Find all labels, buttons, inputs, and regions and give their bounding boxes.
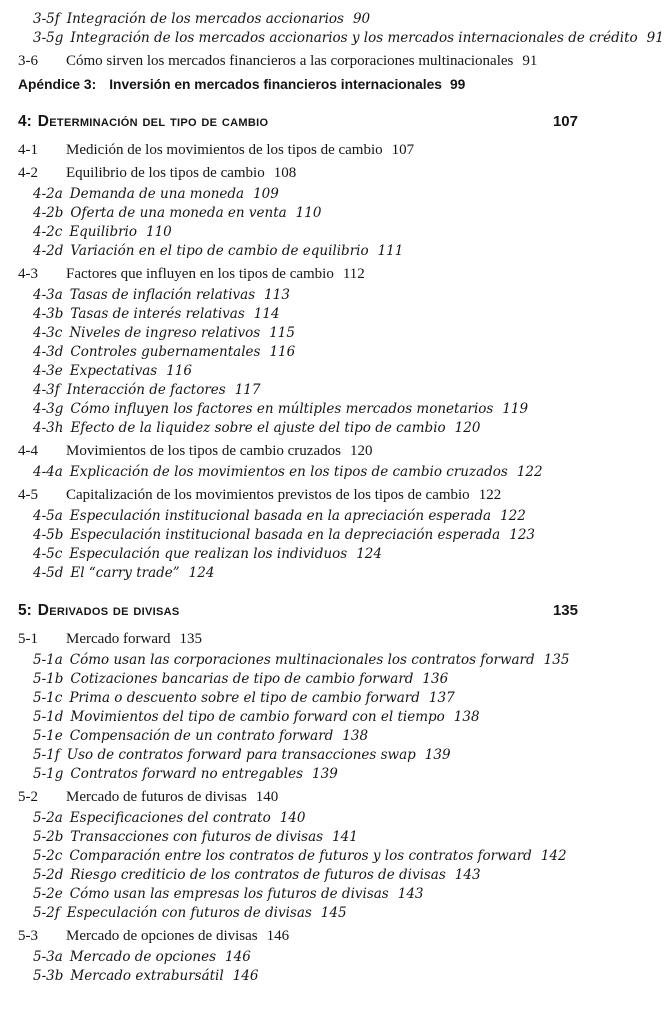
toc-entry [18, 630, 578, 649]
entry-title: Mercado forward [66, 631, 171, 647]
toc-entry [33, 343, 578, 362]
toc-entry [18, 164, 578, 183]
toc-entry [18, 52, 578, 71]
entry-title: Especificaciones del contrato [69, 810, 271, 826]
entry-page-number: 138 [453, 709, 480, 725]
entry-page-number: 99 [449, 77, 466, 92]
entry-number: 4-2c [33, 224, 63, 240]
entry-number: 4-5a [33, 508, 63, 524]
entry-number: 5-1c [33, 690, 63, 706]
entry-number: 5-1g [33, 766, 64, 782]
entry-title: Prima o descuento sobre el tipo de cambio forward [69, 690, 420, 706]
entry-page-number: 124 [188, 565, 215, 581]
entry-page-number: 142 [540, 848, 567, 864]
entry-title: Controles gubernamentales [70, 344, 261, 360]
toc-entry [33, 185, 578, 204]
entry-page-number: 122 [478, 487, 502, 503]
entry-number: 4-3c [33, 325, 63, 341]
toc-entry [33, 670, 578, 689]
entry-page-number: 120 [454, 420, 481, 436]
toc-entry [33, 463, 578, 482]
entry-page-number: 119 [502, 401, 529, 417]
entry-title: Compensación de un contrato forward [69, 728, 334, 744]
toc-entry [33, 204, 578, 223]
entry-number: 3-6 [18, 53, 38, 69]
toc-entry [33, 507, 578, 526]
entry-title: Mercado de opciones [69, 949, 217, 965]
entry-title: Especulación institucional basada en la apreciación esperada [69, 508, 492, 524]
entry-title: Medición de los movimientos de los tipos de cambio [66, 142, 383, 158]
toc-entry [18, 265, 578, 284]
entry-number: 3-5f [33, 11, 60, 27]
toc-entry [33, 10, 578, 29]
toc-entry [33, 223, 578, 242]
entry-title: Determinación del tipo de cambio [37, 113, 269, 130]
entry-page-number: 136 [422, 671, 449, 687]
toc-entry [33, 967, 578, 986]
toc-entry [33, 564, 578, 583]
entry-page-number: 110 [295, 205, 322, 221]
entry-title: Especulación que realizan los individuos [69, 546, 348, 562]
entry-number: 5: [18, 602, 32, 619]
entry-number: 5-3a [33, 949, 63, 965]
entry-number: 4: [18, 113, 32, 130]
entry-title: Movimientos del tipo de cambio forward con el tiempo [70, 709, 445, 725]
entry-number: 5-2a [33, 810, 63, 826]
entry-number: 4-2a [33, 186, 63, 202]
entry-title: Equilibrio de los tipos de cambio [66, 165, 265, 181]
toc-entry [18, 927, 578, 946]
toc-entry [33, 381, 578, 400]
entry-number: 5-1a [33, 652, 63, 668]
entry-page-number: 140 [279, 810, 306, 826]
toc-entry [33, 866, 578, 885]
entry-page-number: 146 [232, 968, 259, 984]
entry-page-number: 138 [342, 728, 369, 744]
entry-page-number: 135 [543, 652, 570, 668]
entry-title: Integración de los mercados accionarios y los mercados internacionales de crédito [70, 30, 638, 46]
entry-number: 5-1e [33, 728, 63, 744]
entry-page-number: 146 [266, 928, 290, 944]
entry-title: Expectativas [69, 363, 158, 379]
entry-number: 4-5c [33, 546, 63, 562]
entry-page-number: 116 [269, 344, 296, 360]
toc-entry [18, 141, 578, 160]
entry-title: Capitalización de los movimientos previstos de los tipos de cambio [66, 487, 470, 503]
toc-entry [33, 305, 578, 324]
entry-title: Transacciones con futuros de divisas [70, 829, 324, 845]
entry-page-number: 124 [356, 546, 382, 562]
toc-entry [18, 600, 578, 621]
entry-page-number: 139 [424, 747, 451, 763]
entry-page-number: 117 [234, 382, 261, 398]
toc-entry [33, 242, 578, 261]
entry-number: 4-3f [33, 382, 60, 398]
entry-page-number: 140 [255, 789, 279, 805]
entry-number: 4-3d [33, 344, 64, 360]
entry-number: 4-5d [33, 565, 64, 581]
entry-page-number: 113 [264, 287, 290, 303]
entry-number: 5-2e [33, 886, 63, 902]
entry-title: Mercado extrabursátil [70, 968, 224, 984]
entry-title: Contratos forward no entregables [70, 766, 304, 782]
entry-number: 4-3g [33, 401, 64, 417]
entry-number: 4-5b [33, 527, 64, 543]
entry-page-number: 139 [312, 766, 338, 782]
entry-title: Tasas de interés relativas [70, 306, 245, 322]
entry-page-number: 141 [332, 829, 358, 845]
entry-number: 4-3b [33, 306, 64, 322]
entry-page-number: 120 [349, 443, 373, 459]
entry-page-number: 146 [225, 949, 251, 965]
entry-title: Movimientos de los tipos de cambio cruzados [66, 443, 341, 459]
entry-number: 4-5 [18, 487, 38, 503]
entry-title: Uso de contratos forward para transacciones swap [66, 747, 416, 763]
entry-page-number: 115 [269, 325, 295, 341]
toc-entry [33, 847, 578, 866]
entry-number: 5-1f [33, 747, 60, 763]
entry-page-number: 112 [342, 266, 365, 282]
entry-title: Variación en el tipo de cambio de equilibrio [70, 243, 369, 259]
entry-title: Equilibrio [69, 224, 137, 240]
toc-entry [33, 324, 578, 343]
entry-number: 5-2f [33, 905, 60, 921]
toc-entry [18, 788, 578, 807]
entry-number: 5-1d [33, 709, 64, 725]
entry-number: 4-4a [33, 464, 63, 480]
toc-entry [18, 442, 578, 461]
entry-number: 3-5g [33, 30, 64, 46]
entry-page-number: 111 [377, 243, 404, 259]
entry-title: Mercado de opciones de divisas [66, 928, 258, 944]
toc-entry [33, 708, 578, 727]
entry-page-number: 123 [509, 527, 536, 543]
entry-page-number: 137 [428, 690, 455, 706]
entry-page-number: 110 [146, 224, 172, 240]
entry-title: Riesgo crediticio de los contratos de futuros de divisas [70, 867, 446, 883]
entry-title: Derivados de divisas [37, 602, 180, 619]
entry-title: Integración de los mercados accionarios [66, 11, 344, 27]
toc-entry [33, 948, 578, 967]
entry-title: Cómo sirven los mercados financieros a las corporaciones multinacionales [66, 53, 514, 69]
entry-number: 4-2b [33, 205, 64, 221]
entry-number: 4-3e [33, 363, 63, 379]
toc-entry [18, 486, 578, 505]
entry-number: 4-2 [18, 165, 38, 181]
entry-page-number: 143 [454, 867, 481, 883]
entry-title: Factores que influyen en los tipos de cambio [66, 266, 334, 282]
entry-page-number: 122 [516, 464, 543, 480]
toc-entry [18, 75, 578, 94]
entry-number: 5-3 [18, 928, 38, 944]
toc-entry [33, 727, 578, 746]
toc-entry [33, 29, 664, 48]
entry-title: Demanda de una moneda [69, 186, 245, 202]
toc-entry [33, 765, 578, 784]
entry-page-number: 91 [646, 30, 664, 46]
entry-title: Tasas de inflación relativas [69, 287, 256, 303]
entry-page-number: 114 [253, 306, 280, 322]
toc-list [18, 10, 664, 986]
toc-entry [33, 545, 578, 564]
toc-entry [33, 828, 578, 847]
entry-number: 4-1 [18, 142, 38, 158]
toc-entry [33, 286, 578, 305]
entry-title: Cotizaciones bancarias de tipo de cambio forward [70, 671, 414, 687]
entry-number: 4-2d [33, 243, 64, 259]
entry-page-number: 145 [320, 905, 347, 921]
toc-entry [33, 400, 578, 419]
entry-title: Efecto de la liquidez sobre el ajuste del tipo de cambio [70, 420, 446, 436]
entry-title: Especulación con futuros de divisas [66, 905, 312, 921]
toc-entry [33, 885, 578, 904]
entry-title: Niveles de ingreso relativos [69, 325, 261, 341]
entry-page-number: 116 [166, 363, 192, 379]
entry-number: 5-1 [18, 631, 38, 647]
entry-title: Cómo influyen los factores en múltiples mercados monetarios [70, 401, 494, 417]
entry-number: 4-3h [33, 420, 64, 436]
entry-title: Cómo usan las empresas los futuros de divisas [69, 886, 389, 902]
entry-number: 5-2c [33, 848, 63, 864]
entry-title: Explicación de los movimientos en los tipos de cambio cruzados [69, 464, 508, 480]
entry-page-number: 91 [522, 53, 538, 69]
entry-page-number: 122 [500, 508, 526, 524]
entry-title: Especulación institucional basada en la depreciación esperada [70, 527, 501, 543]
entry-page-number: 90 [352, 11, 371, 27]
toc-entry [33, 809, 578, 828]
entry-number: 5-2 [18, 789, 38, 805]
entry-page-number: 109 [253, 186, 279, 202]
entry-title: El “carry trade” [70, 565, 180, 581]
entry-page-number: 135 [552, 602, 578, 619]
entry-number: 5-2b [33, 829, 64, 845]
entry-number: 4-3 [18, 266, 38, 282]
entry-title: Cómo usan las corporaciones multinacionales los contratos forward [69, 652, 535, 668]
entry-page-number: 107 [391, 142, 415, 158]
entry-number: 4-3a [33, 287, 63, 303]
toc-entry [18, 111, 578, 132]
toc-entry [33, 362, 578, 381]
toc-entry [33, 651, 578, 670]
entry-page-number: 108 [273, 165, 297, 181]
entry-number: 5-2d [33, 867, 64, 883]
toc-entry [33, 689, 578, 708]
toc-entry [33, 904, 578, 923]
entry-page-number: 143 [397, 886, 424, 902]
entry-title: Interacción de factores [66, 382, 226, 398]
entry-page-number: 135 [179, 631, 203, 647]
toc-entry [33, 419, 578, 438]
entry-number: Apéndice 3: [18, 77, 97, 92]
entry-title: Mercado de futuros de divisas [66, 789, 247, 805]
entry-number: 5-3b [33, 968, 64, 984]
toc-entry [33, 746, 578, 765]
entry-number: 4-4 [18, 443, 38, 459]
entry-title: Comparación entre los contratos de futuros y los contratos forward [69, 848, 532, 864]
entry-number: 5-1b [33, 671, 64, 687]
entry-page-number: 107 [552, 113, 578, 130]
entry-title: Inversión en mercados financieros internacionales [109, 77, 442, 92]
toc-entry [33, 526, 578, 545]
entry-title: Oferta de una moneda en venta [70, 205, 287, 221]
